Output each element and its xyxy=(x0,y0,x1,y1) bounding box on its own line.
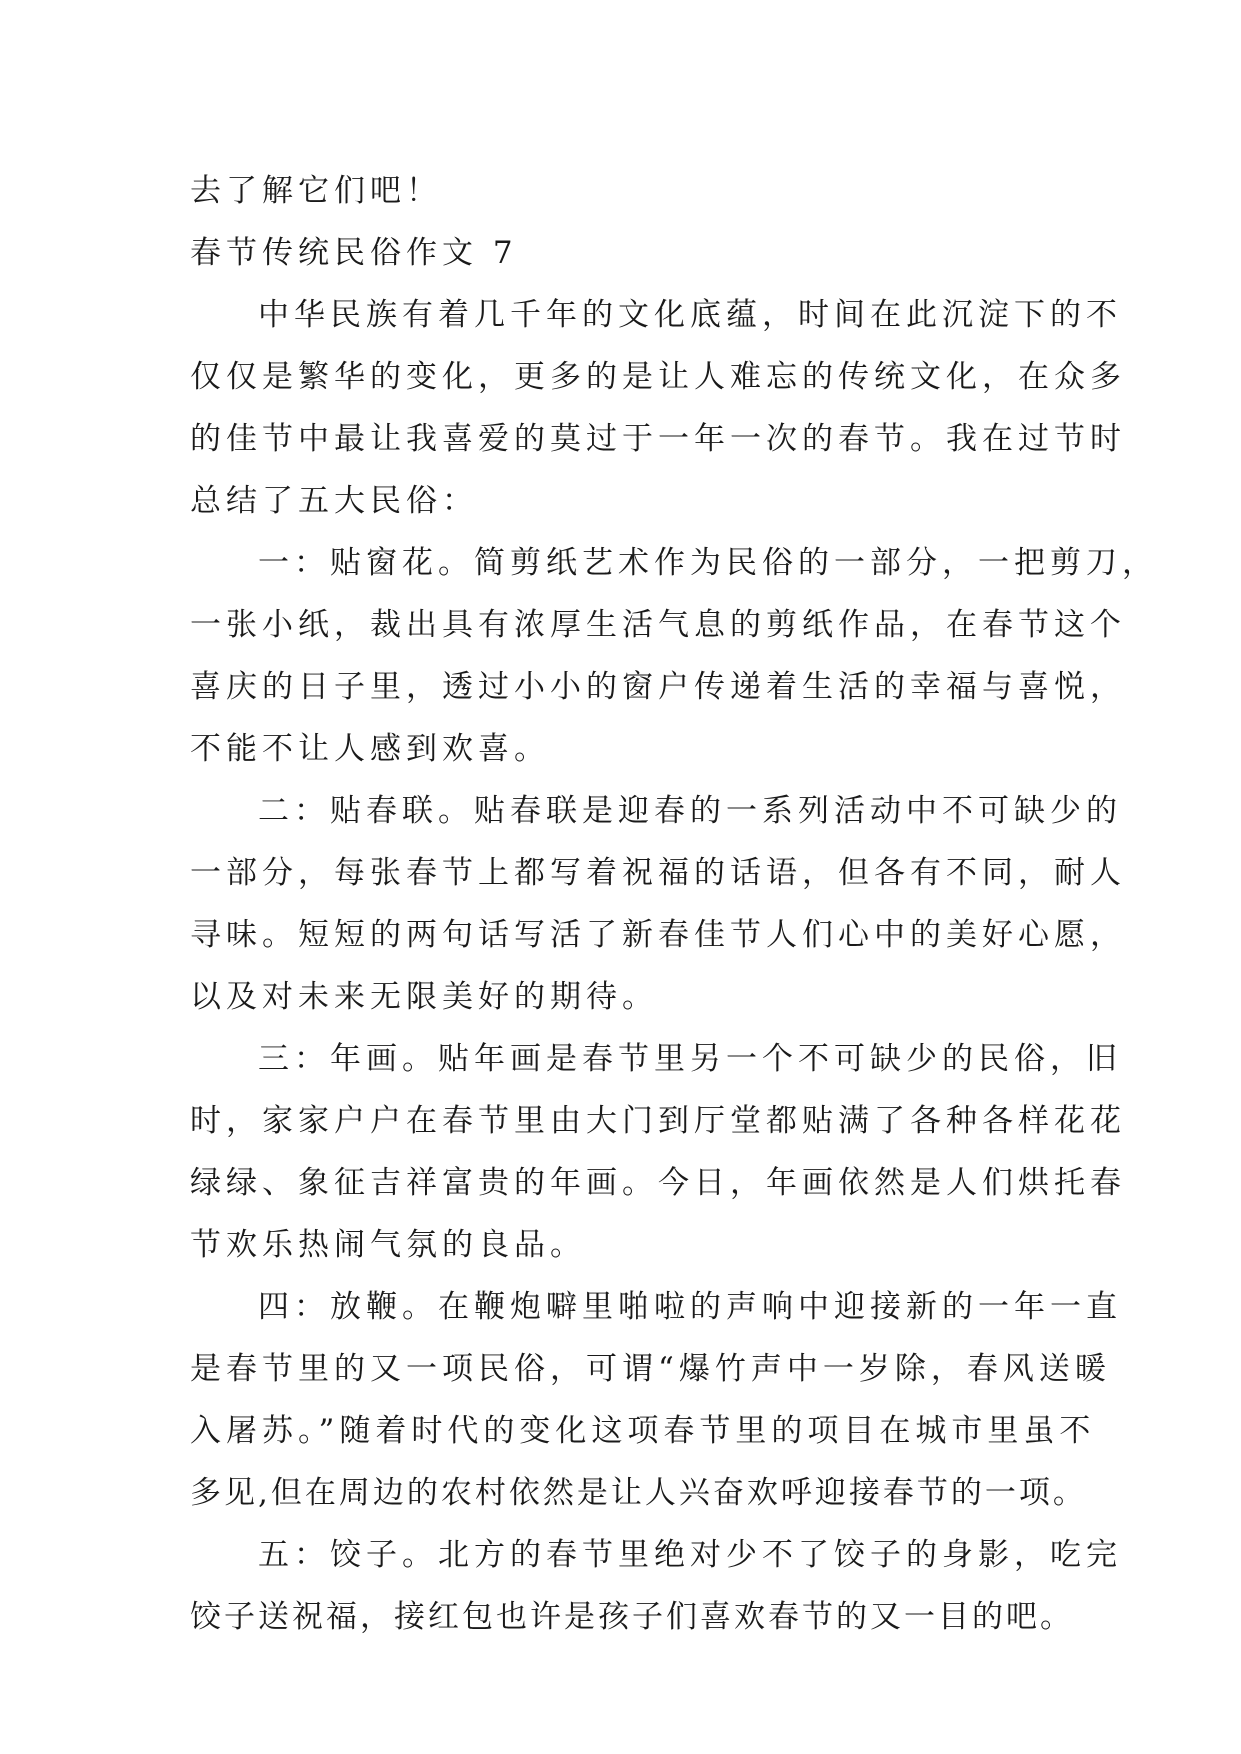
text-line: 一张小纸，裁出具有浓厚生活气息的剪纸作品，在春节这个 xyxy=(190,607,1126,643)
text-line: 是春节里的又一项民俗，可谓“爆竹声中一岁除，春风送暖 xyxy=(190,1351,1111,1387)
paragraph-first-line: 二：贴春联。贴春联是迎春的一系列活动中不可缺少的 xyxy=(258,793,1122,829)
text-line: 的佳节中最让我喜爱的莫过于一年一次的春节。我在过节时 xyxy=(190,421,1126,457)
paragraph-first-line: 一：贴窗花。简剪纸艺术作为民俗的一部分，一把剪刀， xyxy=(258,545,1158,581)
text-line: 饺子送祝福，接红包也许是孩子们喜欢春节的又一目的吧。 xyxy=(190,1599,1074,1635)
text-line: 寻味。短短的两句话写活了新春佳节人们心中的美好心愿， xyxy=(190,917,1126,953)
text-line: 多见,但在周边的农村依然是让人兴奋欢呼迎接春节的一项。 xyxy=(190,1475,1087,1511)
text-line: 不能不让人感到欢喜。 xyxy=(190,731,550,767)
essay-title: 春节传统民俗作文 7 xyxy=(190,235,518,271)
text-line: 仅仅是繁华的变化，更多的是让人难忘的传统文化，在众多 xyxy=(190,359,1126,395)
document-body xyxy=(190,160,1158,1648)
text-line: 总结了五大民俗： xyxy=(190,483,478,519)
paragraph-first-line: 中华民族有着几千年的文化底蕴，时间在此沉淀下的不 xyxy=(258,297,1122,333)
paragraph-first-line: 四：放鞭。在鞭炮噼里啪啦的声响中迎接新的一年一直 xyxy=(258,1289,1122,1325)
text-line: 去了解它们吧！ xyxy=(190,173,442,209)
text-line: 入屠苏。”随着时代的变化这项春节里的项目在城市里虽不 xyxy=(190,1413,1096,1449)
text-line: 绿绿、象征吉祥富贵的年画。今日，年画依然是人们烘托春 xyxy=(190,1165,1126,1201)
paragraph-first-line: 三：年画。贴年画是春节里另一个不可缺少的民俗，旧 xyxy=(258,1041,1122,1077)
text-line: 时，家家户户在春节里由大门到厅堂都贴满了各种各样花花 xyxy=(190,1103,1126,1139)
paragraph-first-line: 五：饺子。北方的春节里绝对少不了饺子的身影，吃完 xyxy=(258,1537,1122,1573)
text-line: 节欢乐热闹气氛的良品。 xyxy=(190,1227,586,1263)
text-line: 一部分，每张春节上都写着祝福的话语，但各有不同，耐人 xyxy=(190,855,1126,891)
text-line: 喜庆的日子里，透过小小的窗户传递着生活的幸福与喜悦， xyxy=(190,669,1126,705)
text-line: 以及对未来无限美好的期待。 xyxy=(190,979,658,1015)
